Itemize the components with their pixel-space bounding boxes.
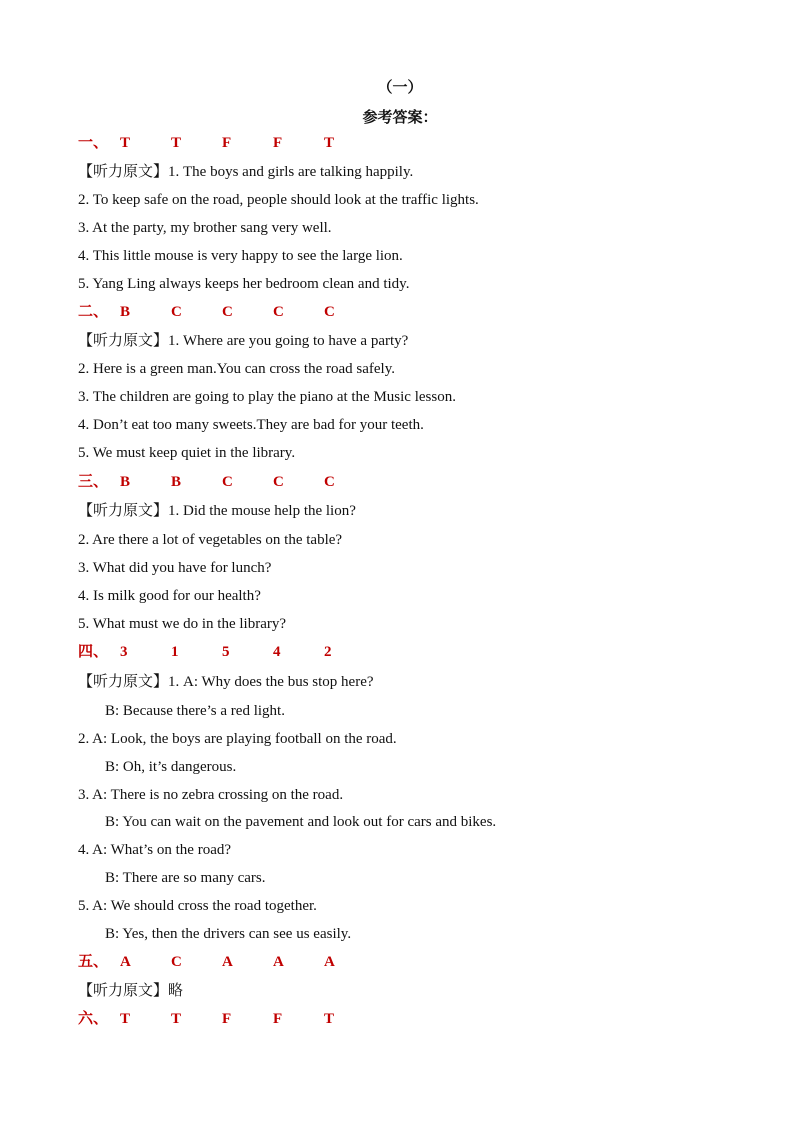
- transcript-line: 4. A: What’s on the road?: [78, 842, 232, 858]
- answer-item: C: [324, 304, 335, 320]
- transcript-line: 【听力原文】略: [78, 983, 184, 999]
- answer-item: A: [222, 954, 233, 970]
- answer-item: B: [120, 474, 131, 490]
- section-label: 五、: [78, 954, 109, 970]
- transcript-line: 【听力原文】1. Where are you going to have a party?: [78, 333, 409, 349]
- transcript-line: B: Oh, it’s dangerous.: [105, 759, 237, 775]
- answer-item: B: [120, 304, 131, 320]
- transcript-line: 4. Is milk good for our health?: [78, 588, 261, 604]
- answer-item: B: [171, 474, 182, 490]
- answer-item: A: [273, 954, 284, 970]
- transcript-line: 5. A: We should cross the road together.: [78, 898, 317, 914]
- transcript-line: 2. Here is a green man.You can cross the road safely.: [78, 361, 395, 377]
- transcript-line: B: There are so many cars.: [105, 870, 266, 886]
- transcript-line: 2. To keep safe on the road, people should look at the traffic lights.: [78, 192, 479, 208]
- answer-item: T: [324, 135, 335, 151]
- answer-item: A: [324, 954, 335, 970]
- answer-row-3: [78, 472, 375, 492]
- transcript-line: 4. This little mouse is very happy to see the large lion.: [78, 248, 403, 264]
- page-title: 参考答案：: [362, 110, 438, 126]
- answer-item: C: [324, 474, 335, 490]
- transcript-line: 2. Are there a lot of vegetables on the table?: [78, 532, 343, 548]
- transcript-line: 【听力原文】1. The boys and girls are talking happily.: [78, 164, 414, 180]
- answer-item: C: [222, 474, 233, 490]
- answer-row-5: [78, 952, 375, 972]
- transcript-line: 5. What must we do in the library?: [78, 616, 287, 632]
- answer-row-6: [78, 1009, 375, 1029]
- transcript-line: 【听力原文】1. Did the mouse help the lion?: [78, 503, 356, 519]
- transcript-line: 3. The children are going to play the piano at the Music lesson.: [78, 389, 456, 405]
- section-label: 六、: [78, 1011, 109, 1027]
- answer-item: 3: [120, 644, 128, 660]
- section-label: 二、: [78, 304, 109, 320]
- transcript-line: 5. We must keep quiet in the library.: [78, 445, 296, 461]
- answer-item: F: [222, 135, 232, 151]
- transcript-line: 4. Don’t eat too many sweets.They are bad for your teeth.: [78, 417, 424, 433]
- answer-item: A: [120, 954, 131, 970]
- transcript-line: 3. At the party, my brother sang very well.: [78, 220, 332, 236]
- transcript-line: 3. A: There is no zebra crossing on the road.: [78, 787, 344, 803]
- answer-item: C: [273, 304, 284, 320]
- answer-row-1: [78, 133, 375, 153]
- section-label: 三、: [78, 474, 109, 490]
- answer-item: C: [171, 304, 182, 320]
- answer-item: C: [273, 474, 284, 490]
- transcript-line: B: Yes, then the drivers can see us easily.: [105, 926, 352, 942]
- section-label: 四、: [78, 644, 109, 660]
- transcript-line: 5. Yang Ling always keeps her bedroom clean and tidy.: [78, 276, 410, 292]
- answer-item: T: [171, 1011, 182, 1027]
- answer-item: T: [171, 135, 182, 151]
- answer-item: 1: [171, 644, 179, 660]
- answer-item: T: [324, 1011, 335, 1027]
- answer-item: F: [273, 1011, 283, 1027]
- section-number: （一）: [377, 80, 423, 96]
- answer-item: C: [171, 954, 182, 970]
- answer-item: 4: [273, 644, 281, 660]
- answer-item: 2: [324, 644, 332, 660]
- answer-item: 5: [222, 644, 230, 660]
- transcript-line: B: You can wait on the pavement and look out for cars and bikes.: [105, 814, 497, 830]
- answer-item: F: [222, 1011, 232, 1027]
- transcript-line: 【听力原文】1. A: Why does the bus stop here?: [78, 674, 374, 690]
- transcript-line: B: Because there’s a red light.: [105, 703, 285, 719]
- transcript-line: 2. A: Look, the boys are playing football on the road.: [78, 731, 397, 747]
- answer-item: T: [120, 1011, 131, 1027]
- answer-item: C: [222, 304, 233, 320]
- answer-row-2: [78, 302, 375, 322]
- answer-item: F: [273, 135, 283, 151]
- answer-item: T: [120, 135, 131, 151]
- section-label: 一、: [78, 135, 109, 151]
- answer-row-4: [78, 642, 375, 662]
- transcript-line: 3. What did you have for lunch?: [78, 560, 272, 576]
